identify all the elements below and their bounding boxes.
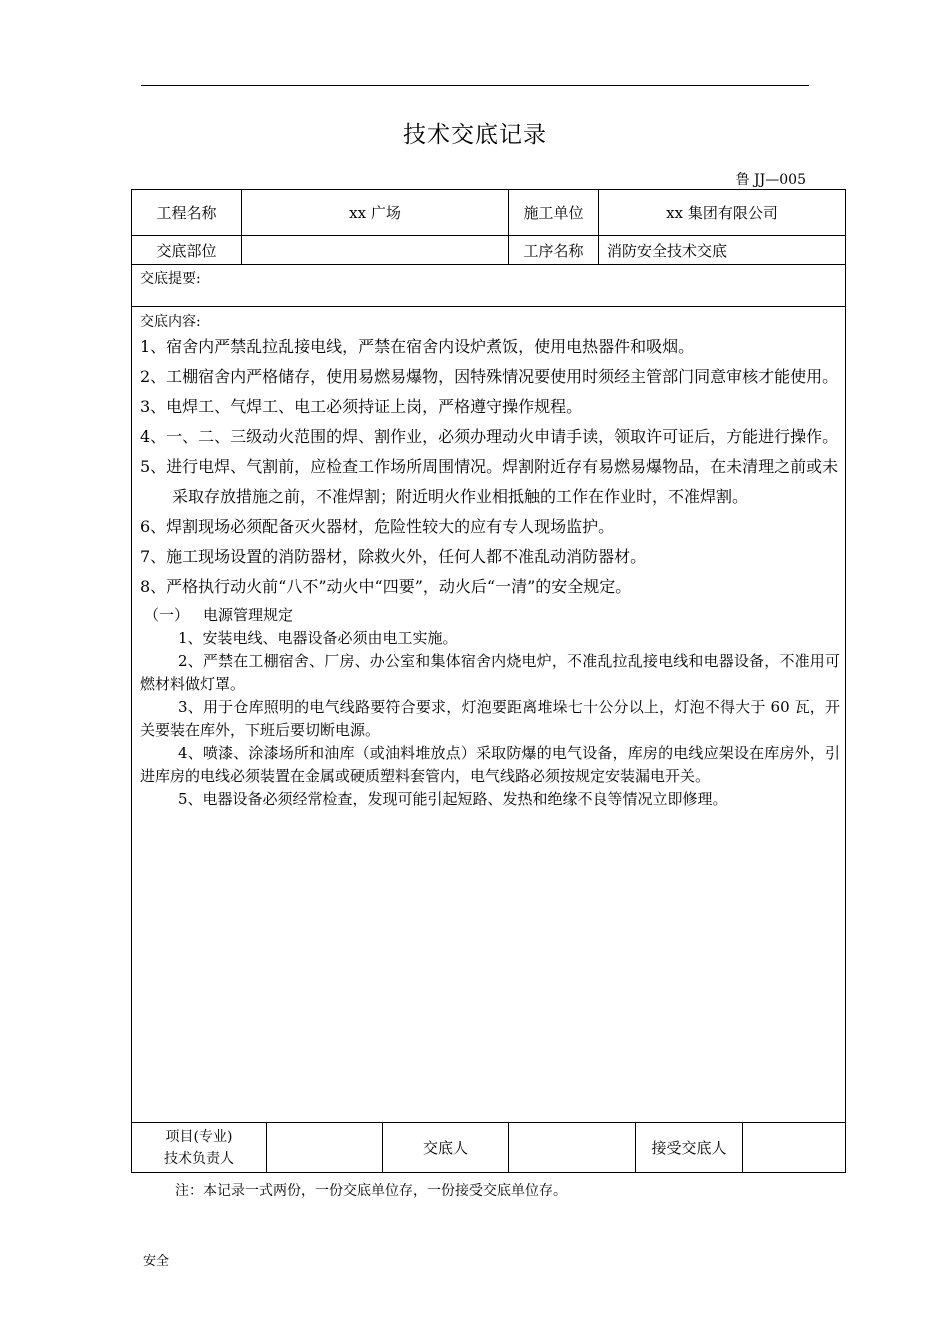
content-item: 4、一、二、三级动火范围的焊、割作业，必须办理动火申请手读，领取许可证后，方能进行操作。 [140, 427, 839, 446]
tech-lead-signature[interactable] [267, 1123, 382, 1172]
top-rule [141, 85, 809, 86]
construction-unit-value[interactable]: xx 集团有限公司 [666, 204, 778, 222]
content-item: 8、严格执行动火前“八不”动火中“四要”，动火后“一清”的安全规定。 [140, 577, 632, 596]
summary-label: 交底提要: [140, 271, 201, 287]
tech-lead-label [132, 1123, 266, 1172]
content-item: 7、施工现场设置的消防器材，除救火外，任何人都不准乱动消防器材。 [140, 547, 647, 566]
row-divider [132, 306, 845, 307]
page-footer: 安全 [143, 1254, 170, 1269]
content-item: 2、工棚宿舍内严格储存，使用易燃易爆物，因特殊情况要使用时须经主管部门同意审核才能使用。 [140, 367, 839, 386]
section-item: 1、安装电线、电器设备必须由电工实施。 [178, 629, 458, 647]
tech-lead-label-line2: 技术负责人 [164, 1150, 234, 1167]
record-note: 注：本记录一式两份，一份交底单位存，一份接受交底单位存。 [175, 1183, 567, 1199]
section-title: 电源管理规定 [203, 606, 294, 624]
location-label: 交底部位 [156, 241, 217, 260]
project-name-label: 工程名称 [156, 204, 217, 222]
section-item: 2、严禁在工棚宿舍、厂房、办公室和集体宿舍内烧电炉，不准乱拉乱接电线和电器设备，不准用可燃材料做灯罩。 [140, 652, 840, 693]
document-code: 鲁 JJ—005 [735, 172, 806, 188]
tech-lead-label-line1: 项目(专业) [165, 1128, 233, 1145]
content-item: 6、焊割现场必须配备灭火器材，危险性较大的应有专人现场监护。 [140, 517, 615, 536]
location-value[interactable] [242, 236, 508, 264]
content-item: 5、进行电焊、气割前，应检查工作场所周围情况。焊割附近存有易燃易爆物品，在未清理之前或未采取存放措施之前，不准焊割；附近明火作业相抵触的工作在作业时，不准焊割。 [140, 457, 839, 506]
receiver-label: 接受交底人 [651, 1139, 727, 1157]
content-item: 3、电焊工、气焊工、电工必须持证上岗，严格遵守操作规程。 [140, 397, 583, 416]
section-heading [144, 604, 840, 627]
process-value[interactable]: 消防安全技术交底 [607, 241, 728, 260]
section-number: （一） [144, 606, 190, 624]
section-item: 5、电器设备必须经常检查，发现可能引起短路、发热和绝缘不良等情况立即修理。 [178, 790, 728, 808]
discloser-signature[interactable] [509, 1123, 635, 1172]
disclosure-content [140, 312, 840, 811]
section-item: 3、用于仓库照明的电气线路要符合要求，灯泡要距离堆垛七十公分以上，灯泡不得大于 60 瓦，开关要装在库外，下班后要切断电源。 [140, 698, 840, 739]
receiver-signature[interactable] [743, 1123, 845, 1172]
process-label: 工序名称 [523, 241, 584, 260]
content-item: 1、宿舍内严禁乱拉乱接电线，严禁在宿舍内设炉煮饭，使用电热器件和吸烟。 [140, 337, 695, 356]
section-item: 4、喷漆、涂漆场所和油库（或油料堆放点）采取防爆的电气设备，库房的电线应架设在库房外，引进库房的电线必须装置在金属或硬质塑料套管内，电气线路必须按规定安装漏电开关。 [140, 744, 840, 785]
project-name-value[interactable]: xx 广场 [349, 204, 401, 222]
record-form [131, 189, 846, 1173]
document-title: 技术交底记录 [403, 122, 547, 148]
content-label: 交底内容: [140, 314, 201, 330]
discloser-label: 交底人 [422, 1139, 468, 1157]
construction-unit-label: 施工单位 [523, 204, 584, 222]
